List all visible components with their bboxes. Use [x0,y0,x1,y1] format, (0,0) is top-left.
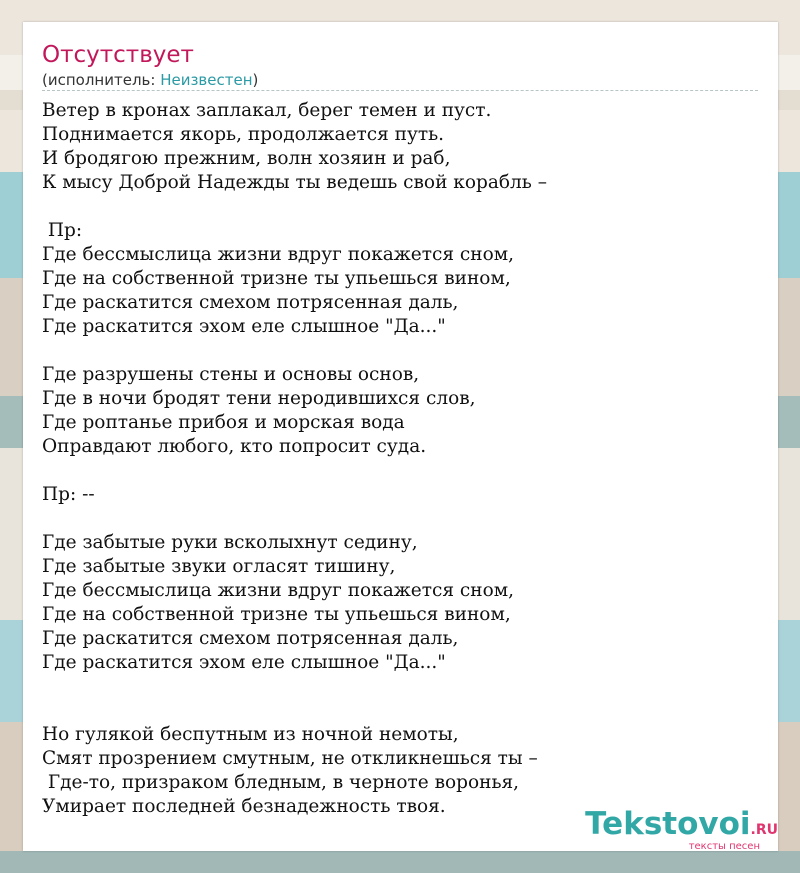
artist-suffix: ) [252,71,259,89]
artist-prefix: (исполнитель: [42,71,161,89]
logo-main-text: Tekstovoi [585,806,751,842]
song-title: Отсутствует [42,42,194,68]
lyrics-text: Ветер в кронах заплакал, берег темен и пуст. Поднимается якорь, продолжается путь. И бродягою прежним, волн хозяин и раб, К мысу Доброй Надежды ты ведешь свой корабль – Пр: Где бессмыслица жизни вдруг покажется сном, Где на собственной тризне ты упьешься вином, Где раскатится смехом потрясенная даль, Где раскатится эхом еле слышное "Да..." Где разрушены стены и основы основ, Где в ночи бродят тени неродившихся слов, Где роптанье прибоя и морская вода Оправдают любого, кто попросит суда. Пр: -- Где забытые руки всколыхнут седину, Где забытые звуки огласят тишину, Где бессмыслица жизни вдруг покажется сном, Где на собственной тризне ты упьешься вином, Где раскатится смехом потрясенная даль, Где раскатится эхом еле слышное "Да..." Но гулякой беспутным из ночной немоты, Смят прозрением смутным, не откликнешься ты – Где-то, призраком бледным, в черноте воронья, Умирает последней безнадежность твоя. [42,100,547,817]
title-divider [42,90,758,91]
site-logo[interactable] [568,806,778,851]
logo-tagline: тексты песен [688,841,760,852]
artist-line [42,71,258,89]
logo-domain: .RU [750,822,778,838]
artist-link[interactable]: Неизвестен [160,71,253,89]
lyrics-card [23,22,778,851]
